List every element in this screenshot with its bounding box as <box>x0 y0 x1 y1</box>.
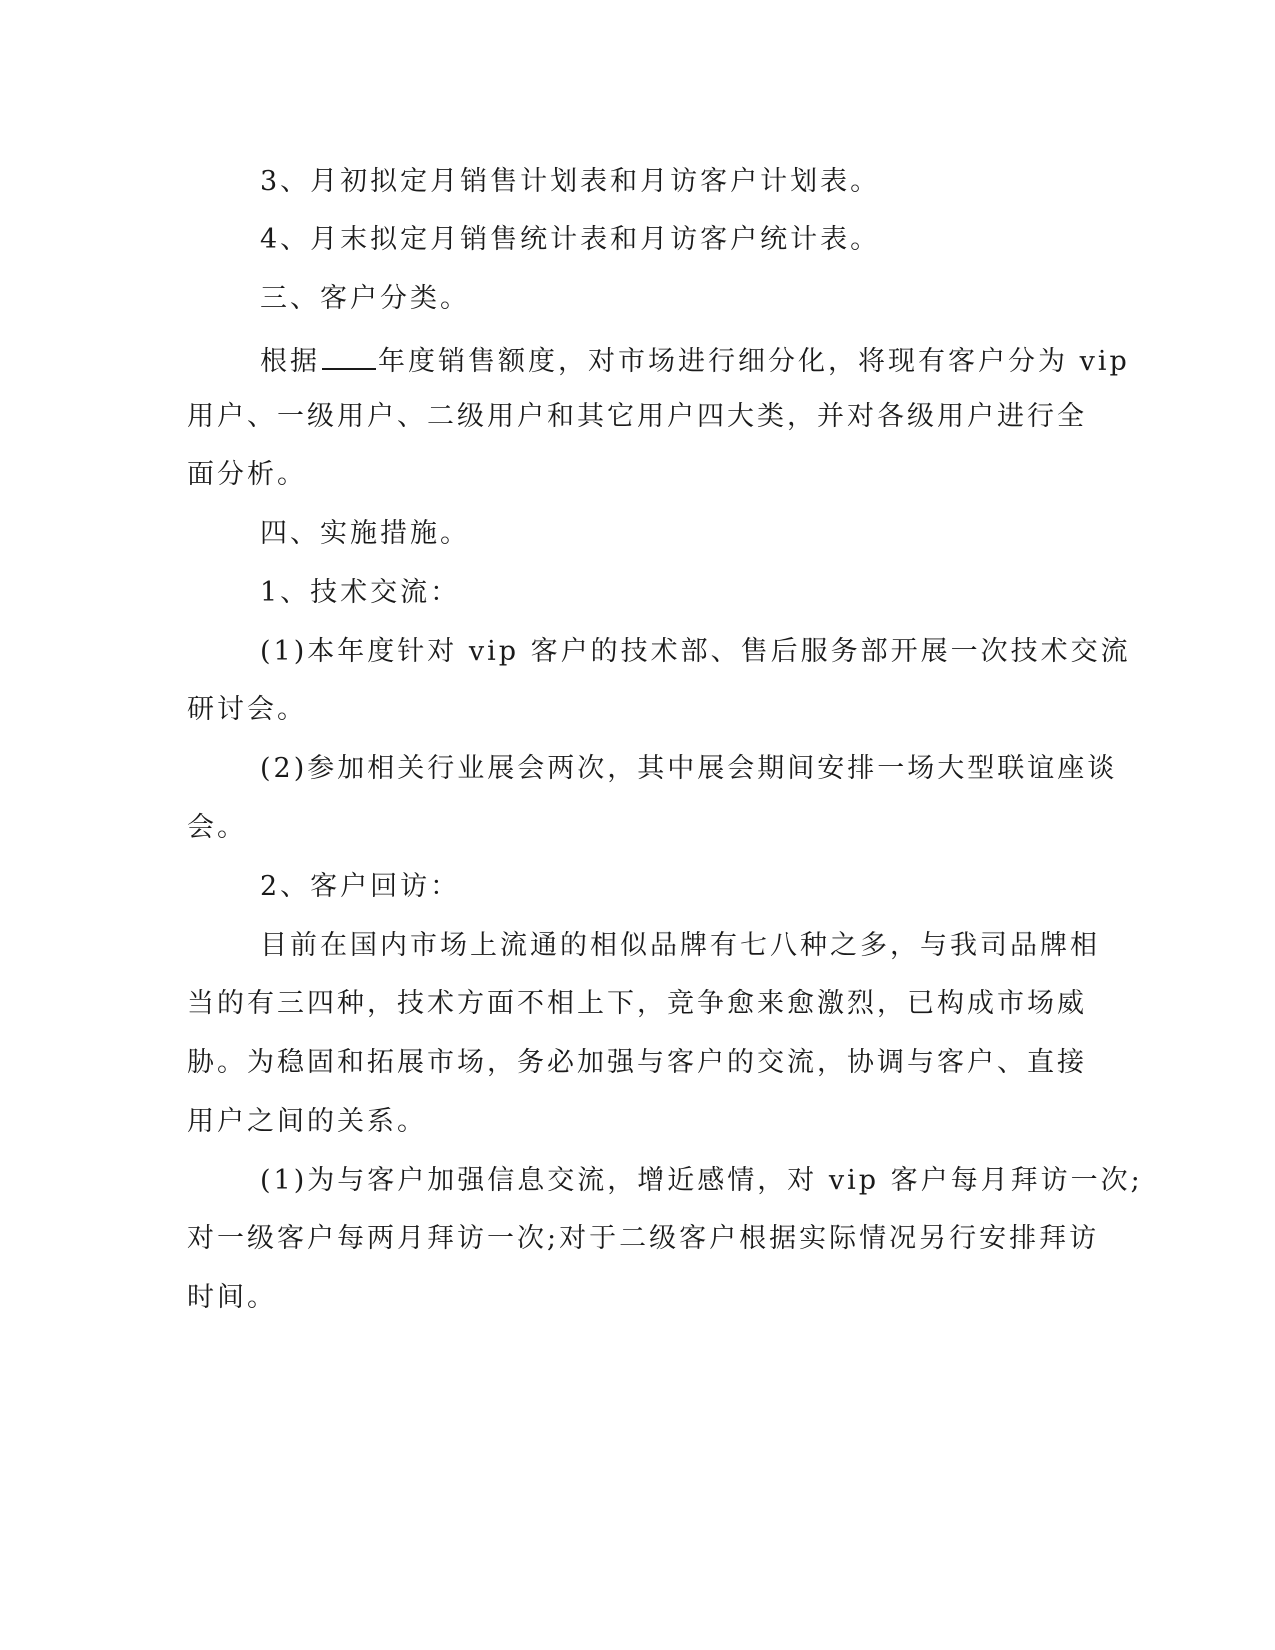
paragraph-line: 会。 <box>187 812 247 843</box>
text-segment: 根据 <box>260 346 320 377</box>
list-item-monthly-statistics: 4、月末拟定月销售统计表和月访客户统计表。 <box>260 224 881 255</box>
paragraph-line: 用户、一级用户、二级用户和其它用户四大类，并对各级用户进行全 <box>187 401 1087 432</box>
subheading-tech-exchange: 1、技术交流： <box>260 577 461 608</box>
paragraph-line: 用户之间的关系。 <box>187 1106 427 1137</box>
subheading-customer-revisit: 2、客户回访： <box>260 871 461 902</box>
paragraph-line: 当的有三四种，技术方面不相上下，竞争愈来愈激烈，已构成市场威 <box>187 988 1087 1019</box>
section-heading-implementation: 四、实施措施。 <box>260 518 470 549</box>
paragraph-line: (1)为与客户加强信息交流，增近感情，对 vip 客户每月拜访一次; <box>260 1165 1143 1196</box>
list-item-monthly-plan: 3、月初拟定月销售计划表和月访客户计划表。 <box>260 166 881 197</box>
text-segment: 年度销售额度，对市场进行细分化，将现有客户分为 vip <box>378 346 1130 377</box>
paragraph-line: 目前在国内市场上流通的相似品牌有七八种之多，与我司品牌相 <box>260 930 1100 961</box>
paragraph-line: 胁。为稳固和拓展市场，务必加强与客户的交流，协调与客户、直接 <box>187 1047 1087 1078</box>
paragraph-line <box>260 340 1130 380</box>
paragraph-line: 研讨会。 <box>187 694 307 725</box>
paragraph-line: (1)本年度针对 vip 客户的技术部、售后服务部开展一次技术交流 <box>260 636 1131 667</box>
paragraph-line: 面分析。 <box>187 459 307 490</box>
fill-in-blank <box>322 340 376 370</box>
section-heading-customer-classification: 三、客户分类。 <box>260 283 470 314</box>
paragraph-line: 对一级客户每两月拜访一次;对于二级客户根据实际情况另行安排拜访 <box>187 1223 1100 1254</box>
paragraph-line: (2)参加相关行业展会两次，其中展会期间安排一场大型联谊座谈 <box>260 753 1118 784</box>
paragraph-line: 时间。 <box>187 1282 277 1313</box>
